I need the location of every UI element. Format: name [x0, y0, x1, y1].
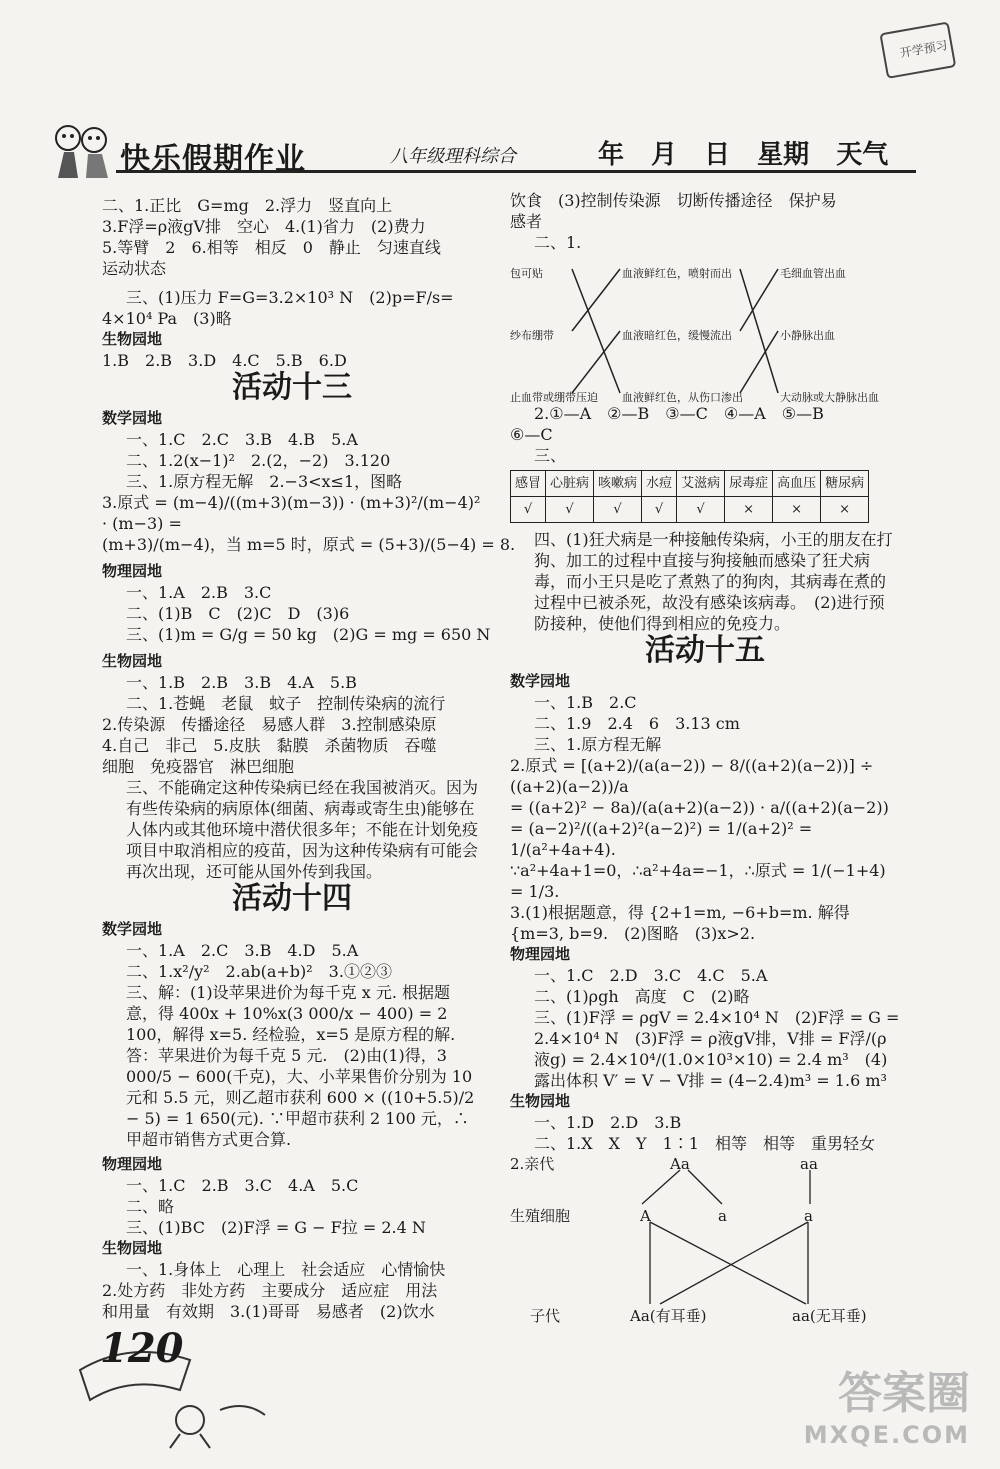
mascot-illustration	[50, 120, 116, 180]
parent-label: 2.亲代	[510, 1155, 555, 1173]
answer-line: 一、1.身体上 心理上 社会适应 心情愉快	[126, 1260, 446, 1279]
answer-line: 一、1.C 2.B 3.C 4.A 5.C	[126, 1176, 359, 1195]
answer-line: 三、	[534, 446, 567, 465]
section-label: 生物园地	[102, 1239, 163, 1257]
left-column	[102, 195, 516, 1322]
answer-line: (m+3)/(m−4)，当 m=5 时，原式 = (5+3)/(5−4) = 8.	[102, 535, 516, 554]
activity-heading: 活动十四	[232, 881, 352, 916]
section-label: 生物园地	[102, 652, 163, 670]
table-cell: √	[677, 497, 725, 523]
table-header: 高血压	[773, 471, 821, 497]
germ-cell: a	[718, 1207, 727, 1225]
section-label: 生物园地	[102, 330, 163, 348]
table-header: 尿毒症	[725, 471, 773, 497]
parent-genotype: aa	[800, 1155, 818, 1173]
section-label: 物理园地	[510, 945, 571, 963]
table-header: 艾滋病	[677, 471, 725, 497]
table-header: 感冒	[511, 471, 546, 497]
table-cell: √	[642, 497, 677, 523]
match-left-item: 包可贴	[510, 267, 543, 280]
match-mid-item: 血液鲜红色，从伤口渗出	[622, 391, 743, 404]
answer-line: 运动状态	[102, 259, 167, 278]
answer-line: ∵a²+4a+1=0，∴a²+4a=−1，∴原式 = 1/(−1+4) = 1/3.	[510, 861, 886, 901]
germ-cell-label: 生殖细胞	[510, 1207, 571, 1225]
offspring-genotype: Aa(有耳垂)	[630, 1307, 707, 1325]
answer-paragraph: 三、(1)F浮 = ρgV = 2.4×10⁴ N (2)F浮 = G = 2.4×10⁴ N (3)F浮 = ρ液gV排，V排 = F浮/(ρ液g) = 2.4×10⁴/(1.0×10³×10) = 2.4 m³ (4)露出体积 V′ = V − V排 = (4−2.4)m³ = 1.6 m³	[534, 1008, 900, 1090]
table-cell: √	[594, 497, 642, 523]
table-header: 咳嗽病	[594, 471, 642, 497]
answer-line: 二、1.正比 G=mg 2.浮力 竖直向上	[102, 196, 393, 215]
answer-line: 一、1.A 2.B 3.C	[126, 583, 272, 602]
answer-line: 1.B 2.B 3.D 4.C 5.B 6.D	[102, 351, 347, 370]
match-right-item: 小静脉出血	[780, 329, 835, 342]
answer-line: 三、1.原方程无解	[534, 735, 662, 754]
answer-line: 二、1.	[534, 233, 582, 252]
table-row	[511, 497, 869, 523]
answer-line: 感者	[510, 212, 543, 231]
table-cell: √	[511, 497, 546, 523]
answer-line: 一、1.D 2.D 3.B	[534, 1113, 682, 1132]
book-title: 快乐假期作业	[120, 142, 306, 177]
answer-line: 2.原式 = [(a+2)/(a(a−2)) − 8/((a+2)(a−2))] ÷ ((a+2)(a−2))/a	[510, 756, 874, 796]
answer-line: 2.①—A ②—B ③—C ④—A ⑤—B	[534, 404, 824, 423]
table-header: 心脏病	[546, 471, 594, 497]
parent-genotype: Aa	[670, 1155, 690, 1173]
stamp-seal	[880, 20, 958, 82]
answer-line: 二、1.苍蝇 老鼠 蚊子 控制传染病的流行	[126, 694, 446, 713]
germ-cell: A	[640, 1207, 651, 1225]
table-cell: ×	[773, 497, 821, 523]
answer-line: ⑥—C	[510, 425, 553, 444]
answer-line: 细胞 免疫器官 淋巴细胞	[102, 757, 295, 776]
activity-heading: 活动十三	[232, 370, 352, 405]
section-label: 生物园地	[510, 1092, 571, 1110]
answer-line: 一、1.B 2.C	[534, 693, 637, 712]
section-label: 数学园地	[510, 672, 571, 690]
answer-line: 3.(1)根据题意，得 {2+1=m, −6+b=m. 解得 {m=3, b=9. (2)图略 (3)x>2.	[510, 903, 850, 943]
activity-heading: 活动十五	[645, 633, 765, 668]
answer-line: 4.自己 非己 5.皮肤 黏膜 杀菌物质 吞噬	[102, 736, 437, 755]
answer-line: 和用量 有效期 3.(1)哥哥 易感者 (2)饮水	[102, 1302, 435, 1321]
match-right-item: 大动脉或大静脉出血	[780, 391, 879, 404]
answer-line: 三、(1)压力 F=G=3.2×10³ N (2)p=F/s=	[126, 288, 454, 307]
answer-line: 三、1.原方程无解 2.−3<x≤1，图略	[126, 472, 403, 491]
table-header: 糖尿病	[821, 471, 869, 497]
answer-line: 一、1.C 2.C 3.B 4.B 5.A	[126, 430, 358, 449]
offspring-genotype: aa(无耳垂)	[792, 1307, 867, 1325]
table-cell: ×	[725, 497, 773, 523]
answer-paragraph: 三、解：(1)设苹果进价为每千克 x 元. 根据题意，得 400x + 10%x(3 000/x − 400) = 2 100，解得 x=5. 经检验，x=5 是原方程的解. 答：苹果进价为每千克 5 元. (2)由(1)得，3 000/5 − 600(千克)，大、小苹果售价分别为 10 元和 5.5 元，则乙超市获利 600 × ((10+5.5)/2 − 5) = 1 650(元). ∵甲超市获利 2 100 元，∴甲超市销售方式更合算.	[126, 983, 475, 1149]
watermark	[804, 1357, 970, 1449]
answer-line: 2.处方药 非处方药 主要成分 适应症 用法	[102, 1281, 438, 1300]
answer-line: 3.原式 = (m−4)/((m+3)(m−3)) · (m+3)²/(m−4)² · (m−3) =	[102, 493, 481, 533]
page-header	[50, 120, 910, 180]
table-header-row	[511, 471, 869, 497]
offspring-label: 子代	[530, 1307, 561, 1325]
genetics-diagram	[510, 1154, 900, 1334]
answer-line: 二、略	[126, 1197, 175, 1216]
answer-line: 二、1.x²/y² 2.ab(a+b)² 3.①②③	[126, 962, 392, 981]
match-left-item: 止血带或绷带压迫	[510, 391, 598, 404]
match-right-item: 毛细血管出血	[780, 267, 846, 280]
subject-label: 八年级理科综合	[390, 146, 516, 167]
page-number: 120	[100, 1325, 184, 1372]
section-label: 物理园地	[102, 562, 163, 580]
section-label: 物理园地	[102, 1155, 163, 1173]
answer-line: = ((a+2)² − 8a)/(a(a+2)(a−2)) · a/((a+2)(a−2))	[510, 798, 889, 817]
answer-line: 三、(1)m = G/g = 50 kg (2)G = mg = 650 N	[126, 625, 491, 644]
section-label: 数学园地	[102, 409, 163, 427]
table-cell: ×	[821, 497, 869, 523]
answer-line: 一、1.A 2.C 3.B 4.D 5.A	[126, 941, 359, 960]
answer-line: 3.F浮=ρ液gV排 空心 4.(1)省力 (2)费力	[102, 217, 426, 236]
answer-line: 一、1.B 2.B 3.B 4.A 5.B	[126, 673, 357, 692]
answer-line: 二、(1)B C (2)C D (3)6	[126, 604, 350, 623]
disease-table	[510, 470, 869, 523]
match-mid-item: 血液暗红色，缓慢流出	[622, 329, 732, 342]
answer-line: 二、1.9 2.4 6 3.13 cm	[534, 714, 740, 733]
answer-paragraph: 三、不能确定这种传染病已经在我国被消灭。因为有些传染病的病原体(细菌、病毒或寄生虫)能够在人体内或其他环境中潜伏很多年；不能在计划免疫项目中取消相应的疫苗，因为这种传染病有可能会再次出现，还可能从国外传到我国。	[126, 778, 479, 881]
answer-paragraph: 四、(1)狂犬病是一种接触传染病，小王的朋友在打狗、加工的过程中直接与狗接触而感染了狂犬病毒，而小王只是吃了煮熟了的狗肉，其病毒在煮的过程中已被杀死，故没有感染该病毒。 (2)进行预防接种，使他们得到相应的免疫力。	[534, 530, 893, 633]
answer-line: 二、1.X X Y 1∶1 相等 相等 重男轻女	[534, 1134, 875, 1153]
germ-cell: a	[804, 1207, 813, 1225]
header-rule	[116, 170, 916, 173]
match-left-item: 纱布绷带	[510, 329, 554, 342]
answer-line: 二、1.2(x−1)² 2.(2，−2) 3.120	[126, 451, 391, 470]
matching-diagram	[510, 253, 900, 403]
answer-line: 2.传染源 传播途径 易感人群 3.控制感染原	[102, 715, 437, 734]
match-mid-item: 血液鲜红色，喷射而出	[622, 267, 732, 280]
right-column	[510, 190, 900, 1334]
answer-line: 4×10⁴ Pa (3)略	[102, 309, 232, 328]
table-cell: √	[546, 497, 594, 523]
date-fields: 年 月 日 星期 天气	[598, 140, 889, 170]
table-header: 水痘	[642, 471, 677, 497]
watermark-url: MXQE.COM	[803, 1421, 970, 1449]
answer-line: 三、(1)BC (2)F浮 = G − F拉 = 2.4 N	[126, 1218, 426, 1237]
answer-line: = (a−2)²/((a+2)²(a−2)²) = 1/(a+2)² = 1/(a²+4a+4).	[510, 819, 813, 859]
answer-line: 一、1.C 2.D 3.C 4.C 5.A	[534, 966, 768, 985]
answer-line: 二、(1)ρgh 高度 C (2)略	[534, 987, 750, 1006]
section-label: 数学园地	[102, 920, 163, 938]
watermark-text: 答案圈	[838, 1368, 970, 1419]
answer-line: 5.等臂 2 6.相等 相反 0 静止 匀速直线	[102, 238, 441, 257]
stamp-text: 开学预习	[898, 38, 949, 61]
answer-line: 饮食 (3)控制传染源 切断传播途径 保护易	[510, 191, 837, 210]
